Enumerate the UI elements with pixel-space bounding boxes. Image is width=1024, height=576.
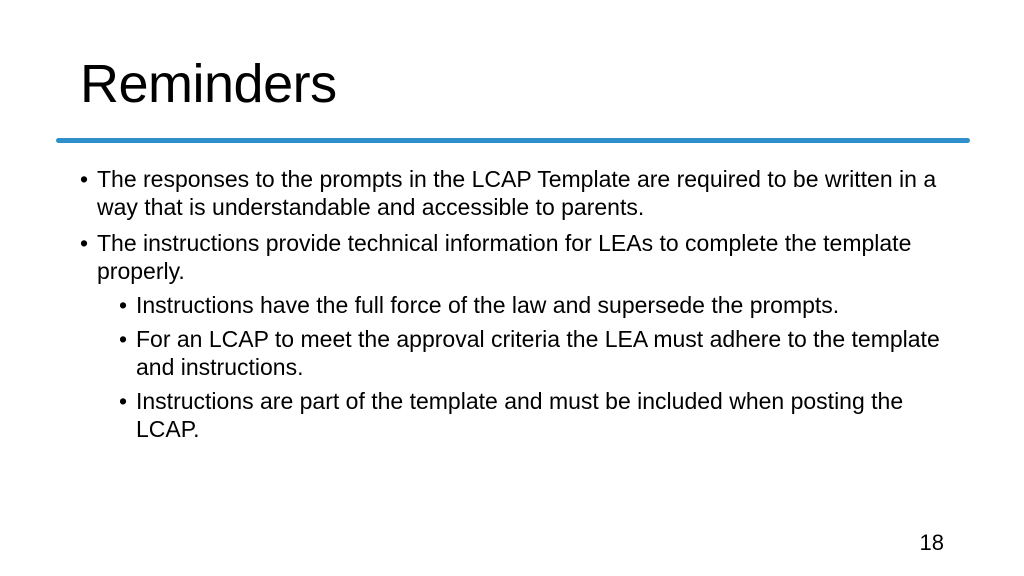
- sub-bullet-text: Instructions have the full force of the law and supersede the prompts.: [136, 292, 840, 318]
- sub-bullet-item: [117, 291, 958, 319]
- sub-bullet-marker: •: [119, 326, 128, 352]
- sub-bullet-marker: •: [119, 388, 128, 414]
- bullet-item: [78, 165, 958, 221]
- sub-bullet-item: [117, 387, 958, 443]
- bullet-marker: •: [80, 166, 89, 192]
- bullet-text: The responses to the prompts in the LCAP Template are required to be written in a way that is understandable and accessible to parents.: [97, 166, 937, 220]
- sub-bullet-text: Instructions are part of the template and must be included when posting the LCAP.: [136, 388, 904, 442]
- sub-bullet-list: [117, 291, 958, 443]
- bullet-list: [78, 165, 958, 451]
- slide-title: Reminders: [80, 54, 337, 114]
- bullet-item: [78, 229, 958, 443]
- sub-bullet-marker: •: [119, 292, 128, 318]
- bullet-marker: •: [80, 230, 89, 256]
- sub-bullet-text: For an LCAP to meet the approval criteria the LEA must adhere to the template and instructions.: [136, 326, 940, 380]
- sub-bullet-item: [117, 325, 958, 381]
- title-divider: [56, 138, 970, 143]
- page-number: 18: [919, 530, 944, 555]
- bullet-text: The instructions provide technical information for LEAs to complete the template properly.: [97, 230, 912, 284]
